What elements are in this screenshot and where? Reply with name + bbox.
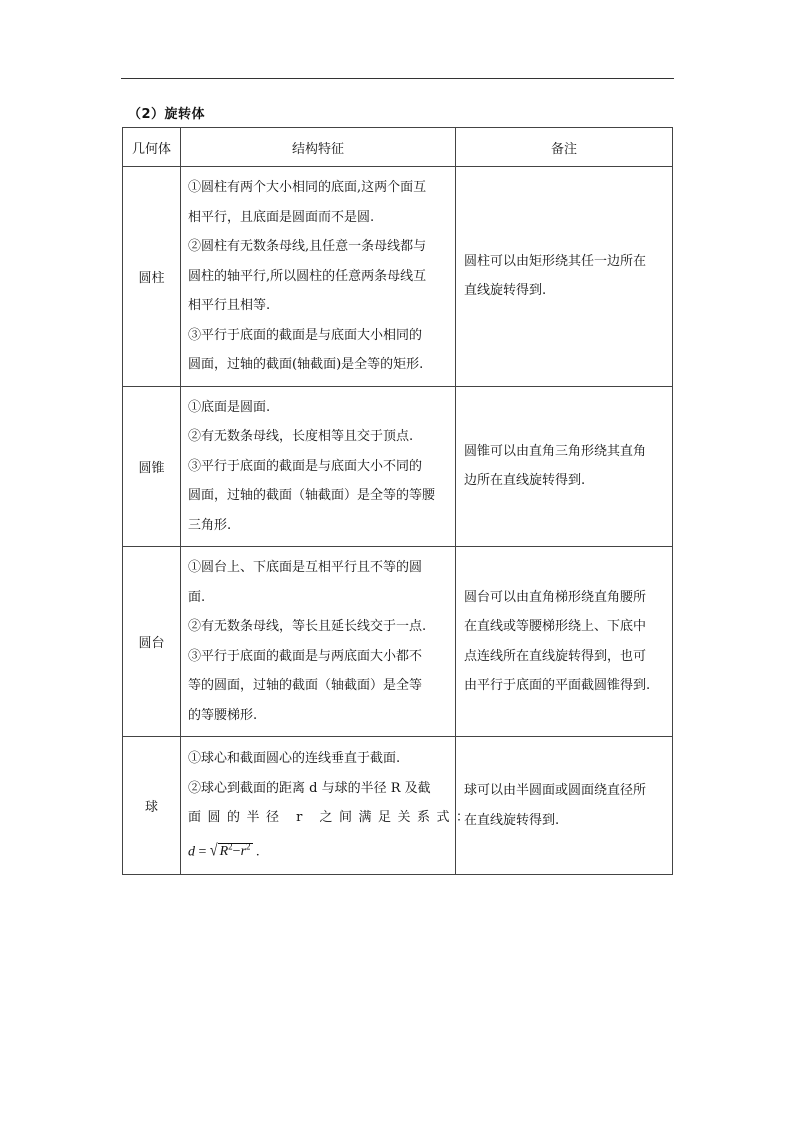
note-line: 圆柱可以由矩形绕其任一边所在 — [464, 253, 647, 269]
note-line: 直线旋转得到. — [464, 283, 547, 299]
note-cell — [456, 167, 673, 387]
solid-name: 圆锥 — [123, 386, 181, 547]
feature-line: ①球心和截面圆心的连线垂直于截面. — [188, 751, 401, 767]
feature-line: 面. — [188, 589, 206, 605]
feature-line: ①圆台上、下底面是互相平行且不等的圆 — [188, 560, 423, 575]
feature-line: ③平行于底面的截面是与两底面大小都不 — [188, 648, 423, 664]
feature-line: 三角形. — [188, 517, 232, 533]
feature-line: 相平行，且底面是圆面而不是圆. — [188, 209, 375, 225]
sqrt-icon: √ — [209, 842, 218, 861]
note-line: 球可以由半圆面或圆面绕直径所 — [464, 783, 647, 798]
feature-line: ②有无数条母线，长度相等且交于顶点. — [188, 429, 414, 444]
note-line: 由平行于底面的平面截圆锥得到. — [464, 678, 651, 693]
section-title: （2）旋转体 — [128, 107, 206, 122]
formula-lhs: d — [188, 844, 195, 860]
note-line: 在直线旋转得到. — [464, 812, 560, 828]
feature-line: 圆面，过轴的截面（轴截面）是全等的等腰 — [188, 488, 436, 503]
feature-line: ①底面是圆面. — [188, 399, 271, 415]
feature-line: 圆柱的轴平行,所以圆柱的任意两条母线互 — [188, 268, 427, 284]
feature-line: 相平行且相等. — [188, 298, 271, 313]
feature-cell — [181, 737, 476, 875]
note-line: 点连线所在直线旋转得到，也可 — [464, 648, 647, 664]
table-row-cylinder — [123, 167, 673, 387]
note-cell — [456, 386, 673, 547]
formula-exp-r: 2 — [246, 841, 251, 852]
solid-name: 球 — [123, 737, 181, 875]
table-header-row — [123, 128, 673, 167]
note-line: 边所在直线旋转得到. — [464, 473, 586, 489]
table-row-sphere — [123, 737, 673, 875]
formula-equals: = — [198, 844, 207, 860]
table-row-frustum — [123, 547, 673, 737]
formula-period: . — [256, 844, 260, 860]
note-line: 圆台可以由直角梯形绕直角腰所 — [464, 589, 647, 605]
formula-minus: − — [232, 844, 241, 860]
feature-line: ②圆柱有无数条母线,且任意一条母线都与 — [188, 239, 427, 254]
feature-line: ②有无数条母线，等长且延长线交于一点. — [188, 619, 427, 634]
note-line: 在直线或等腰梯形绕上、下底中 — [464, 619, 647, 634]
header-rule — [121, 78, 674, 79]
solid-name: 圆柱 — [123, 167, 181, 387]
header-solid: 几何体 — [123, 128, 181, 167]
feature-line: ③平行于底面的截面是与底面大小相同的 — [188, 327, 423, 343]
feature-cell — [181, 547, 456, 737]
formula-r: r — [240, 844, 247, 860]
feature-line: 等的圆面，过轴的截面（轴截面）是全等 — [188, 678, 423, 693]
feature-line: ②球心到截面的距离 d 与球的半径 R 及截 — [188, 780, 431, 796]
feature-line: ③平行于底面的截面是与底面大小不同的 — [188, 458, 423, 474]
header-features: 结构特征 — [181, 128, 456, 167]
feature-cell — [181, 167, 456, 387]
formula-radicand — [218, 843, 253, 859]
formula-exp-R: 2 — [228, 841, 233, 852]
note-cell — [456, 737, 673, 875]
table-row-cone — [123, 386, 673, 547]
note-line: 圆锥可以由直角三角形绕其直角 — [464, 443, 647, 459]
feature-cell — [181, 386, 456, 547]
formula — [188, 833, 449, 867]
solid-name: 圆台 — [123, 547, 181, 737]
note-cell — [456, 547, 673, 737]
feature-line: 的等腰梯形. — [188, 707, 258, 723]
feature-line: 面圆的半径 r 之间满足关系式： — [188, 810, 476, 826]
feature-line: 圆面，过轴的截面(轴截面)是全等的矩形. — [188, 357, 424, 372]
rotational-solids-table — [122, 127, 673, 875]
feature-line: ①圆柱有两个大小相同的底面,这两个面互 — [188, 180, 427, 195]
header-notes: 备注 — [456, 128, 673, 167]
formula-R: R — [219, 844, 229, 860]
